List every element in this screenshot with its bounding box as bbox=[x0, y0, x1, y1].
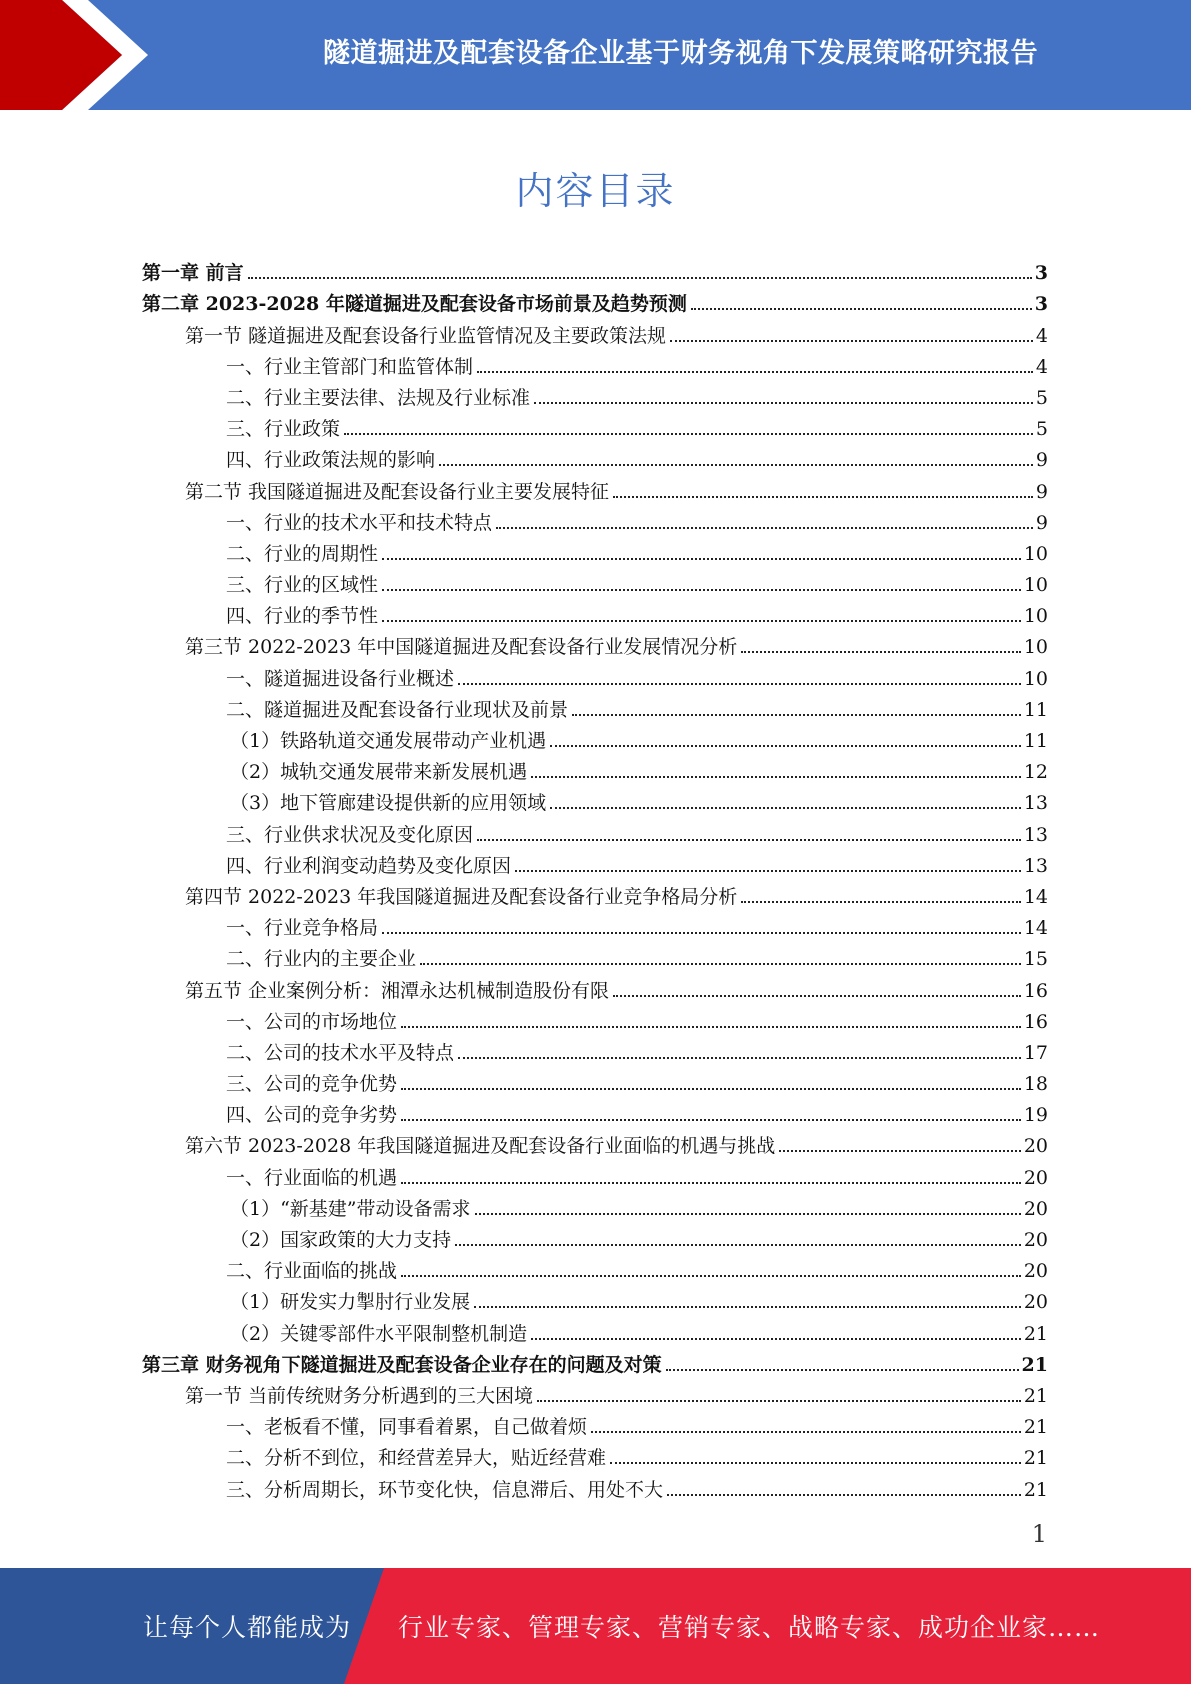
table-of-contents bbox=[142, 253, 1048, 1501]
toc-entry-title: 第三节 2022-2023 年中国隧道掘进及配套设备行业发展情况分析 bbox=[185, 636, 738, 659]
toc-entry-title: 一、行业竞争格局 bbox=[226, 917, 379, 940]
toc-leader-dots bbox=[537, 1400, 1021, 1402]
toc-entry[interactable] bbox=[142, 1313, 1048, 1344]
toc-entry-title: 一、隧道掘进设备行业概述 bbox=[226, 667, 455, 690]
toc-entry-page: 15 bbox=[1023, 948, 1048, 971]
toc-leader-dots bbox=[477, 839, 1021, 841]
toc-leader-dots bbox=[741, 901, 1021, 903]
toc-entry[interactable] bbox=[142, 1189, 1048, 1220]
toc-entry-page: 21 bbox=[1023, 1447, 1048, 1470]
toc-entry[interactable] bbox=[142, 721, 1048, 752]
toc-entry-page: 20 bbox=[1023, 1229, 1048, 1251]
toc-entry-title: （1）研发实力掣肘行业发展 bbox=[230, 1291, 471, 1314]
toc-entry-page: 13 bbox=[1023, 854, 1048, 877]
toc-entry-title: （2）城轨交通发展带来新发展机遇 bbox=[230, 761, 528, 784]
toc-entry[interactable] bbox=[142, 565, 1048, 596]
toc-leader-dots bbox=[344, 433, 1033, 435]
toc-leader-dots bbox=[613, 496, 1033, 498]
toc-entry[interactable] bbox=[142, 1002, 1048, 1033]
toc-entry-page: 20 bbox=[1023, 1260, 1048, 1283]
page-number: 1 bbox=[1031, 1520, 1047, 1548]
toc-leader-dots bbox=[591, 1431, 1021, 1433]
toc-leader-dots bbox=[439, 464, 1033, 466]
toc-entry-title: 一、行业主管部门和监管体制 bbox=[226, 355, 474, 378]
toc-entry-page: 20 bbox=[1023, 1197, 1048, 1220]
toc-entry-page: 11 bbox=[1023, 730, 1048, 752]
toc-leader-dots bbox=[741, 651, 1021, 653]
toc-entry-page: 10 bbox=[1023, 605, 1048, 628]
toc-entry-page: 10 bbox=[1023, 542, 1048, 565]
toc-entry-title: 一、行业面临的机遇 bbox=[226, 1166, 398, 1189]
toc-leader-dots bbox=[531, 776, 1021, 778]
toc-leader-dots bbox=[610, 1462, 1021, 1464]
toc-leader-dots bbox=[401, 1026, 1021, 1028]
toc-entry-title: （3）地下管廊建设提供新的应用领域 bbox=[230, 792, 547, 815]
toc-entry-page: 3 bbox=[1034, 262, 1048, 285]
toc-entry[interactable] bbox=[142, 378, 1048, 409]
toc-leader-dots bbox=[458, 683, 1021, 685]
toc-entry[interactable] bbox=[142, 534, 1048, 565]
toc-leader-dots bbox=[458, 1057, 1021, 1059]
toc-entry-page: 13 bbox=[1023, 823, 1048, 846]
toc-entry-page: 4 bbox=[1035, 355, 1048, 378]
toc-entry[interactable] bbox=[142, 1126, 1048, 1157]
toc-entry[interactable] bbox=[142, 440, 1048, 471]
toc-entry-title: 第一节 当前传统财务分析遇到的三大困境 bbox=[185, 1384, 534, 1407]
toc-entry[interactable] bbox=[142, 1438, 1048, 1469]
toc-entry[interactable] bbox=[142, 503, 1048, 534]
toc-entry-page: 9 bbox=[1035, 449, 1048, 472]
toc-entry[interactable] bbox=[142, 814, 1048, 845]
toc-leader-dots bbox=[550, 745, 1021, 747]
toc-entry-page: 5 bbox=[1035, 386, 1048, 409]
toc-entry[interactable] bbox=[142, 627, 1048, 658]
toc-entry-page: 16 bbox=[1023, 1010, 1048, 1033]
toc-entry-page: 5 bbox=[1035, 418, 1048, 441]
toc-entry-title: 四、行业政策法规的影响 bbox=[226, 449, 436, 472]
toc-leader-dots bbox=[477, 371, 1033, 373]
toc-entry[interactable] bbox=[142, 1064, 1048, 1095]
toc-entry-title: （1）“新基建”带动设备需求 bbox=[230, 1197, 471, 1220]
toc-leader-dots bbox=[779, 1150, 1021, 1152]
header-title: 隧道掘进及配套设备企业基于财务视角下发展策略研究报告 bbox=[323, 37, 1038, 69]
toc-entry[interactable] bbox=[142, 846, 1048, 877]
toc-entry-title: 第二节 我国隧道掘进及配套设备行业主要发展特征 bbox=[185, 480, 610, 503]
toc-leader-dots bbox=[401, 1182, 1021, 1184]
toc-leader-dots bbox=[382, 620, 1021, 622]
toc-leader-dots bbox=[572, 714, 1021, 716]
toc-entry-page: 12 bbox=[1023, 761, 1048, 784]
toc-leader-dots bbox=[474, 1306, 1021, 1308]
toc-entry-page: 19 bbox=[1023, 1104, 1048, 1127]
toc-entry-page: 10 bbox=[1023, 636, 1048, 659]
toc-entry[interactable] bbox=[142, 284, 1048, 315]
toc-entry-title: 一、行业的技术水平和技术特点 bbox=[226, 511, 493, 534]
toc-entry-title: 二、行业主要法律、法规及行业标准 bbox=[226, 386, 531, 409]
toc-entry-title: 第三章 财务视角下隧道掘进及配套设备企业存在的问题及对策 bbox=[142, 1353, 662, 1376]
toc-entry-title: 四、行业利润变动趋势及变化原因 bbox=[226, 854, 512, 877]
toc-entry[interactable] bbox=[142, 939, 1048, 970]
toc-entry[interactable] bbox=[142, 1407, 1048, 1438]
toc-leader-dots bbox=[420, 963, 1021, 965]
toc-entry[interactable] bbox=[142, 1251, 1048, 1282]
toc-entry-page: 21 bbox=[1023, 1478, 1048, 1501]
toc-entry-title: 三、分析周期长，环节变化快，信息滞后、用处不大 bbox=[226, 1478, 664, 1501]
toc-entry-page: 21 bbox=[1021, 1353, 1048, 1376]
toc-entry-page: 17 bbox=[1023, 1041, 1048, 1064]
toc-entry-title: 二、行业的周期性 bbox=[226, 542, 379, 565]
toc-entry-page: 20 bbox=[1023, 1135, 1048, 1158]
toc-entry-title: 二、行业内的主要企业 bbox=[226, 948, 417, 971]
toc-entry-title: 二、公司的技术水平及特点 bbox=[226, 1041, 455, 1064]
toc-entry-page: 14 bbox=[1023, 917, 1048, 940]
toc-leader-dots bbox=[475, 1213, 1021, 1215]
toc-entry-title: 三、行业供求状况及变化原因 bbox=[226, 823, 474, 846]
toc-entry-title: 第六节 2023-2028 年我国隧道掘进及配套设备行业面临的机遇与挑战 bbox=[185, 1135, 776, 1158]
toc-entry-page: 9 bbox=[1035, 480, 1048, 503]
toc-leader-dots bbox=[401, 1088, 1021, 1090]
footer-slogan-left: 让每个人都能成为 bbox=[143, 1613, 352, 1642]
toc-entry-title: 一、老板看不懂，同事看着累，自己做着烦 bbox=[226, 1416, 588, 1439]
toc-entry[interactable] bbox=[142, 1157, 1048, 1188]
toc-entry-title: 四、公司的竞争劣势 bbox=[226, 1104, 398, 1127]
toc-entry-page: 3 bbox=[1034, 293, 1048, 316]
toc-leader-dots bbox=[667, 1494, 1021, 1496]
toc-leader-dots bbox=[455, 1244, 1021, 1246]
toc-leader-dots bbox=[248, 277, 1032, 279]
toc-entry-title: 三、行业的区域性 bbox=[226, 574, 379, 597]
toc-leader-dots bbox=[691, 308, 1032, 310]
toc-entry-page: 4 bbox=[1035, 324, 1048, 347]
toc-leader-dots bbox=[670, 340, 1033, 342]
toc-entry[interactable] bbox=[142, 658, 1048, 689]
toc-entry[interactable] bbox=[142, 471, 1048, 502]
toc-entry-page: 10 bbox=[1023, 667, 1048, 690]
toc-leader-dots bbox=[534, 402, 1033, 404]
toc-entry-title: （2）关键零部件水平限制整机制造 bbox=[230, 1322, 528, 1345]
toc-entry[interactable] bbox=[142, 1282, 1048, 1313]
toc-entry[interactable] bbox=[142, 409, 1048, 440]
toc-entry[interactable] bbox=[142, 1376, 1048, 1407]
toc-entry-page: 9 bbox=[1035, 511, 1048, 534]
toc-leader-dots bbox=[401, 1275, 1021, 1277]
toc-entry-page: 21 bbox=[1023, 1322, 1048, 1345]
toc-entry-title: 第一节 隧道掘进及配套设备行业监管情况及主要政策法规 bbox=[185, 324, 667, 347]
toc-entry[interactable] bbox=[142, 877, 1048, 908]
toc-leader-dots bbox=[382, 558, 1021, 560]
toc-entry-page: 21 bbox=[1023, 1384, 1048, 1407]
toc-entry[interactable] bbox=[142, 1033, 1048, 1064]
toc-leader-dots bbox=[531, 1338, 1021, 1340]
toc-leader-dots bbox=[515, 870, 1021, 872]
toc-entry[interactable] bbox=[142, 347, 1048, 378]
toc-entry[interactable] bbox=[142, 752, 1048, 783]
toc-entry-page: 20 bbox=[1023, 1291, 1048, 1314]
toc-entry-title: 第二章 2023-2028 年隧道掘进及配套设备市场前景及趋势预测 bbox=[142, 293, 687, 316]
toc-entry[interactable] bbox=[142, 1220, 1048, 1251]
toc-entry-title: 第一章 前言 bbox=[142, 262, 244, 285]
toc-entry-title: 第五节 企业案例分析：湘潭永达机械制造股份有限 bbox=[185, 979, 610, 1002]
footer-banner bbox=[0, 1568, 1191, 1684]
toc-entry-page: 21 bbox=[1023, 1416, 1048, 1439]
toc-leader-dots bbox=[613, 995, 1021, 997]
toc-entry-title: 一、公司的市场地位 bbox=[226, 1010, 398, 1033]
toc-leader-dots bbox=[401, 1119, 1021, 1121]
toc-entry-page: 20 bbox=[1023, 1166, 1048, 1189]
toc-entry-title: 三、公司的竞争优势 bbox=[226, 1073, 398, 1096]
toc-entry-page: 16 bbox=[1023, 979, 1048, 1002]
toc-entry-page: 14 bbox=[1023, 885, 1048, 908]
toc-entry-title: 二、隧道掘进及配套设备行业现状及前景 bbox=[226, 698, 569, 721]
toc-entry-title: （1）铁路轨道交通发展带动产业机遇 bbox=[230, 730, 547, 752]
toc-leader-dots bbox=[496, 527, 1033, 529]
toc-entry-page: 13 bbox=[1023, 792, 1048, 815]
toc-entry[interactable] bbox=[142, 970, 1048, 1001]
toc-entry[interactable] bbox=[142, 1345, 1048, 1376]
toc-entry-title: 四、行业的季节性 bbox=[226, 605, 379, 628]
toc-entry-page: 10 bbox=[1023, 574, 1048, 597]
toc-entry-title: 三、行业政策 bbox=[226, 418, 341, 441]
toc-leader-dots bbox=[550, 807, 1021, 809]
toc-entry[interactable] bbox=[142, 1095, 1048, 1126]
toc-entry-title: （2）国家政策的大力支持 bbox=[230, 1229, 452, 1251]
toc-leader-dots bbox=[382, 932, 1021, 934]
toc-leader-dots bbox=[666, 1369, 1019, 1371]
toc-title: 内容目录 bbox=[515, 169, 676, 213]
toc-entry-title: 二、行业面临的挑战 bbox=[226, 1260, 398, 1283]
toc-entry[interactable] bbox=[142, 690, 1048, 721]
toc-entry[interactable] bbox=[142, 315, 1048, 346]
toc-entry[interactable] bbox=[142, 908, 1048, 939]
toc-entry-page: 18 bbox=[1023, 1073, 1048, 1096]
header-banner bbox=[0, 0, 1191, 110]
toc-entry-title: 第四节 2022-2023 年我国隧道掘进及配套设备行业竞争格局分析 bbox=[185, 885, 738, 908]
toc-entry[interactable] bbox=[142, 253, 1048, 284]
footer-slogan-right: 行业专家、管理专家、营销专家、战略专家、成功企业家…… bbox=[398, 1613, 1101, 1642]
toc-entry-title: 二、分析不到位，和经营差异大，贴近经营难 bbox=[226, 1447, 607, 1470]
toc-entry[interactable] bbox=[142, 783, 1048, 814]
toc-entry-page: 11 bbox=[1023, 698, 1048, 721]
toc-entry[interactable] bbox=[142, 1469, 1048, 1500]
toc-entry[interactable] bbox=[142, 596, 1048, 627]
toc-leader-dots bbox=[382, 589, 1021, 591]
